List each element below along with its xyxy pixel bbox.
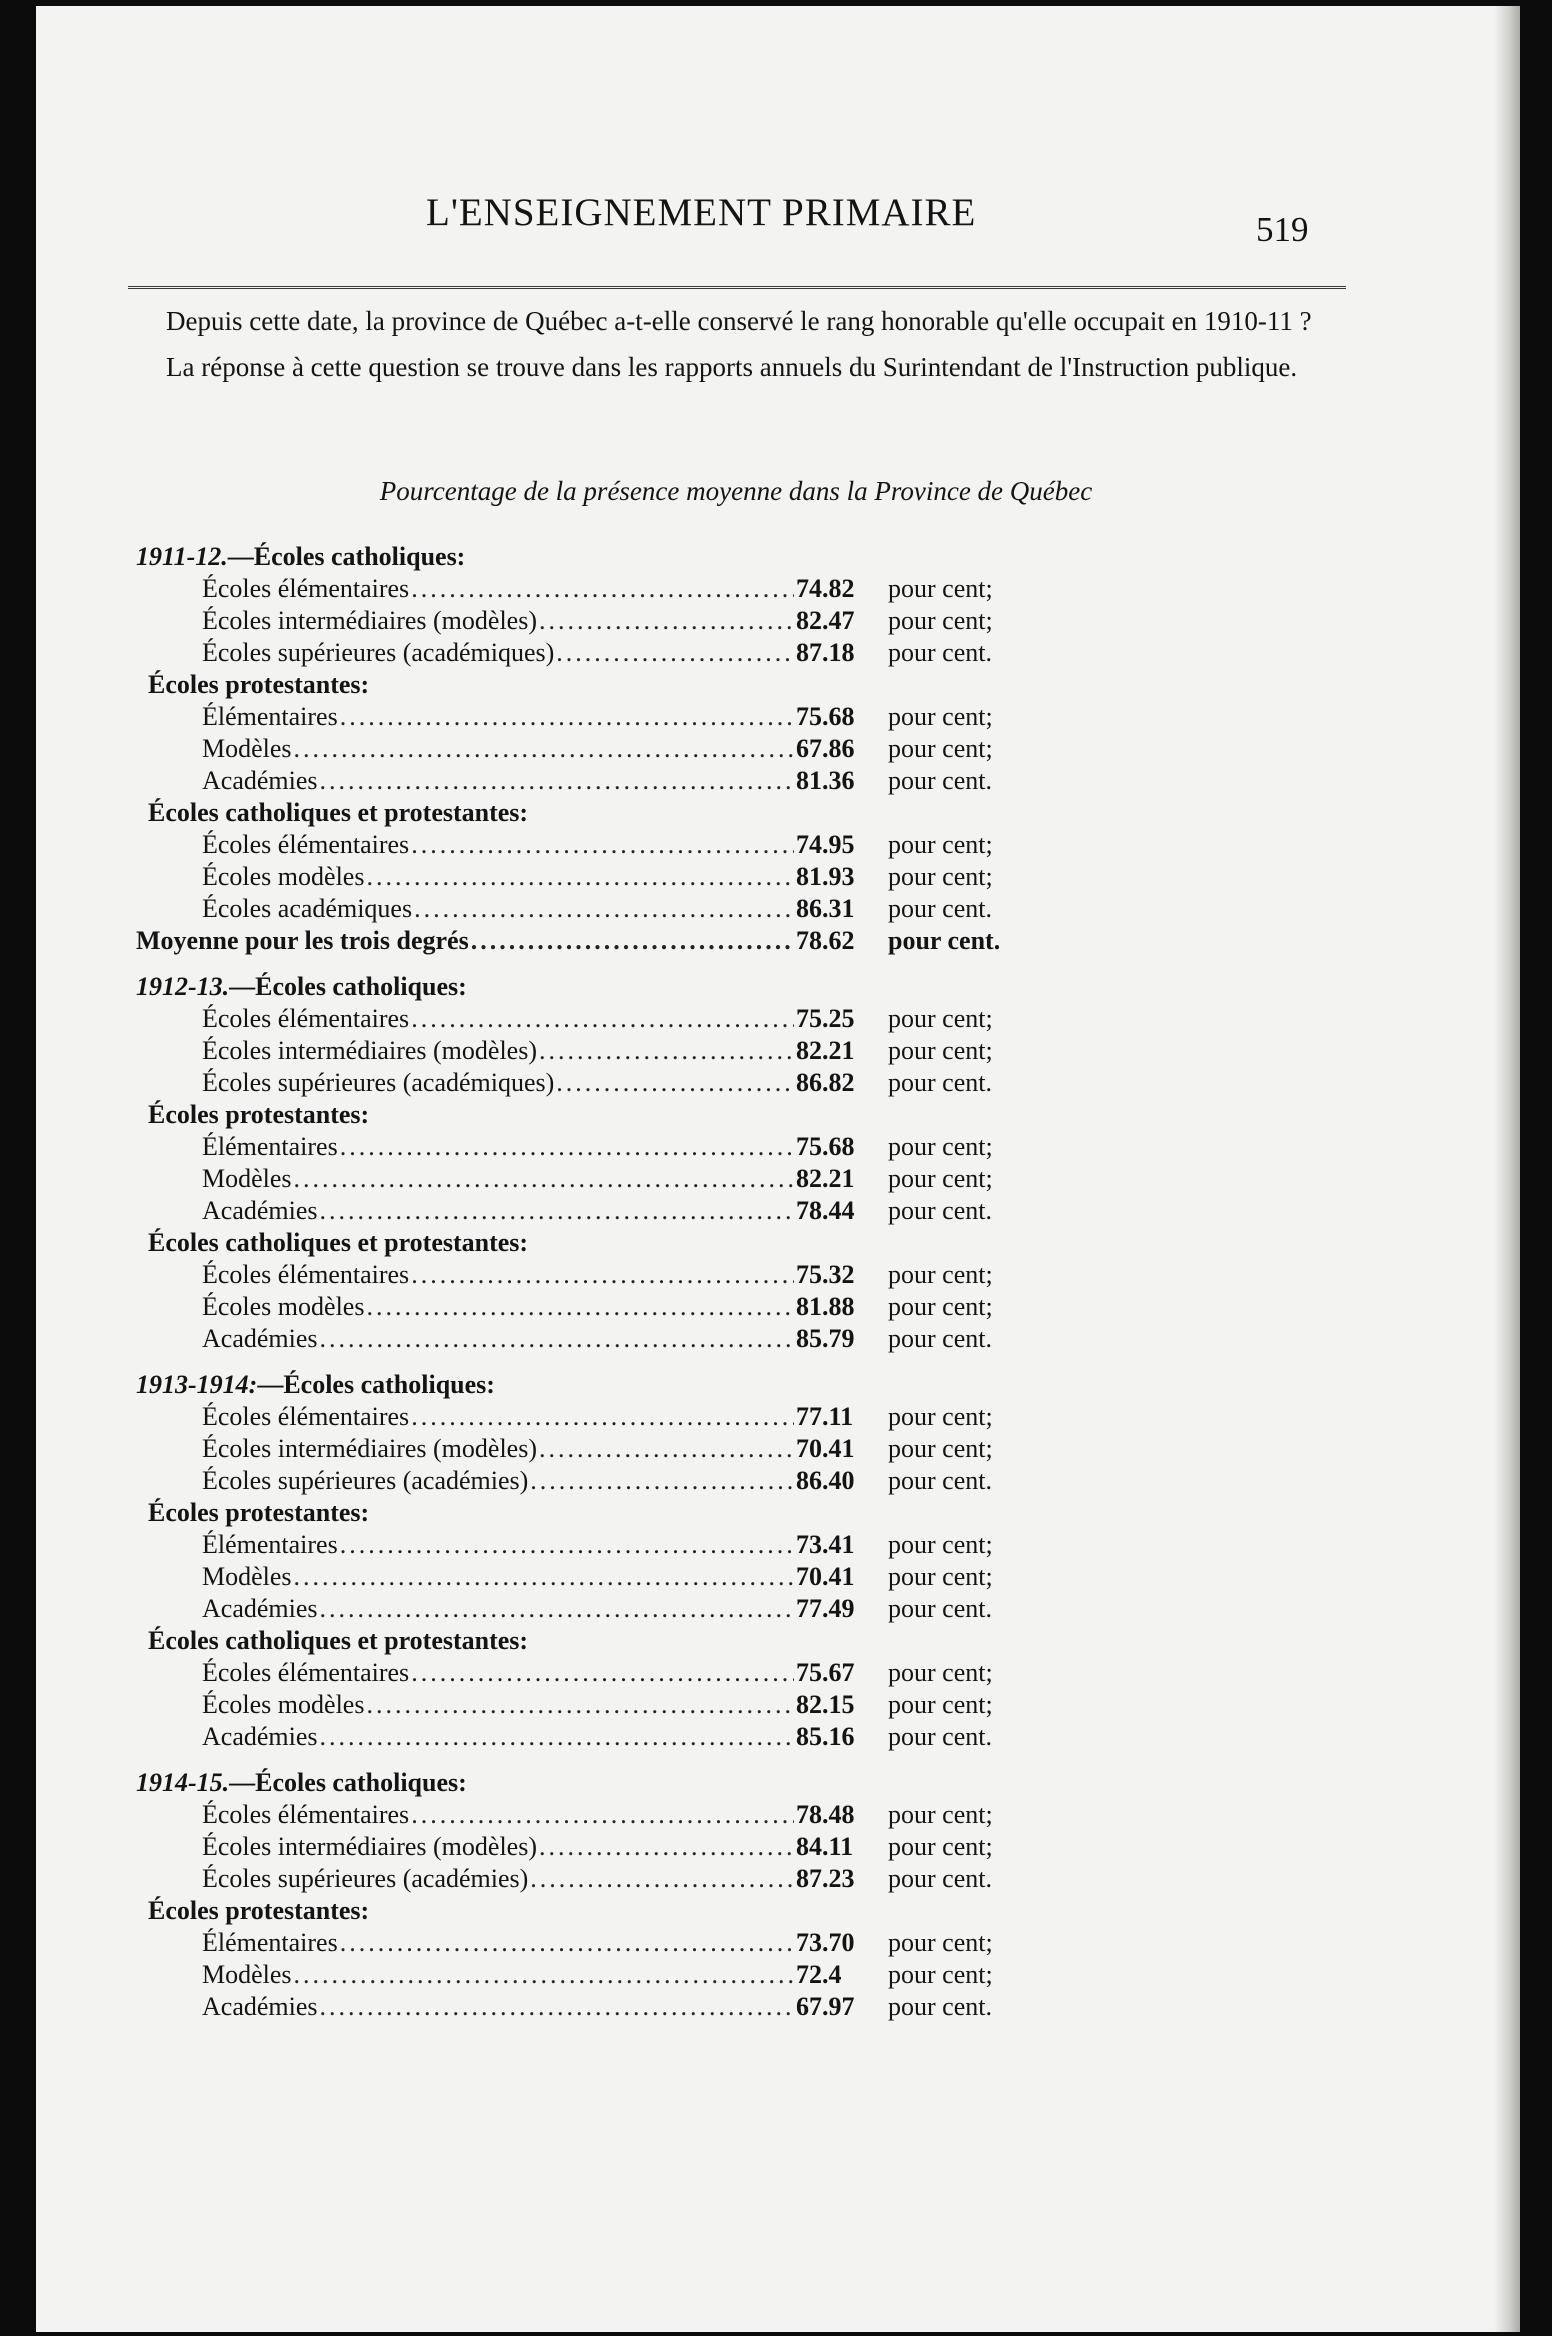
dot-leader [366, 1292, 794, 1322]
dot-leader [471, 926, 794, 956]
row-unit: pour cent; [888, 734, 993, 763]
row-value: 81.88 [796, 1292, 855, 1321]
row-label: Écoles intermédiaires (modèles) [202, 606, 537, 635]
catholic-heading: Écoles catholiques: [253, 542, 466, 571]
intro-paragraph: La réponse à cette question se trouve dans les rapports annuels du Surintendant de l'Instruction publique. [166, 352, 1298, 382]
row-value: 78.48 [796, 1800, 855, 1829]
row-unit: pour cent; [888, 1260, 993, 1289]
dot-leader [411, 1658, 794, 1688]
dot-leader [539, 1434, 794, 1464]
row-label: Modèles [202, 1562, 292, 1591]
dot-leader [320, 1722, 794, 1752]
dot-leader [294, 1562, 794, 1592]
row-unit: pour cent. [888, 1466, 992, 1495]
table-row [136, 1196, 1036, 1228]
dot-leader [556, 638, 794, 668]
dot-leader [320, 1992, 794, 2022]
year-heading [136, 1370, 1036, 1402]
row-unit: pour cent. [888, 1594, 992, 1623]
row-unit: pour cent; [888, 1928, 993, 1957]
row-unit: pour cent; [888, 606, 993, 635]
row-value: 75.68 [796, 1132, 855, 1161]
row-label: Écoles supérieures (académiques) [202, 1068, 555, 1097]
row-unit: pour cent. [888, 894, 992, 923]
book-page [36, 6, 1520, 2332]
row-unit: pour cent; [888, 1132, 993, 1161]
row-unit: pour cent; [888, 1292, 993, 1321]
row-unit: pour cent. [888, 1068, 992, 1097]
table-row [136, 1260, 1036, 1292]
row-value: 67.97 [796, 1992, 855, 2021]
dot-leader [411, 1402, 794, 1432]
page-header [36, 190, 1520, 250]
row-label: Élémentaires [202, 1928, 338, 1957]
intro-text [120, 304, 1350, 396]
table-row [136, 1036, 1036, 1068]
row-value: 70.41 [796, 1434, 855, 1463]
table-row [136, 1832, 1036, 1864]
row-label: Écoles académiques [202, 894, 413, 923]
table-row [136, 1722, 1036, 1754]
table-row [136, 1434, 1036, 1466]
table-row [136, 830, 1036, 862]
row-label: Écoles élémentaires [202, 1800, 410, 1829]
dot-leader [411, 1004, 794, 1034]
catholic-heading: Écoles catholiques: [255, 972, 467, 1001]
row-unit: pour cent. [888, 1324, 992, 1353]
year-label: 1912-13. [136, 972, 230, 1001]
row-unit: pour cent; [888, 1164, 993, 1193]
year-label: 1913-1914: [136, 1370, 258, 1399]
row-value: 81.93 [796, 862, 855, 891]
dot-leader [530, 1864, 794, 1894]
row-unit: pour cent; [888, 1690, 993, 1719]
row-value: 70.41 [796, 1562, 855, 1591]
dot-leader [320, 1594, 794, 1624]
year-heading [136, 542, 1036, 574]
row-label: Académies [202, 1594, 318, 1623]
table-row [136, 1594, 1036, 1626]
table-row [136, 606, 1036, 638]
row-unit: pour cent. [888, 1864, 992, 1893]
row-label: Élémentaires [202, 1132, 338, 1161]
row-unit: pour cent; [888, 1402, 993, 1431]
combined-heading: Écoles catholiques et protestantes: [148, 1228, 529, 1257]
heading-dash: — [257, 1370, 284, 1399]
row-label: Écoles élémentaires [202, 1260, 410, 1289]
row-unit: pour cent. [888, 926, 1001, 955]
row-unit: pour cent; [888, 862, 993, 891]
heading-dash: — [229, 972, 256, 1001]
table-row [136, 894, 1036, 926]
row-unit: pour cent. [888, 1196, 992, 1225]
dot-leader [556, 1068, 794, 1098]
row-unit: pour cent. [888, 766, 992, 795]
table-title: Pourcentage de la présence moyenne dans la Province de Québec [379, 476, 1093, 506]
protestant-heading: Écoles protestantes: [148, 1100, 370, 1129]
protestant-heading: Écoles protestantes: [148, 1896, 370, 1925]
dot-leader [320, 1324, 794, 1354]
row-value: 74.95 [796, 830, 855, 859]
table-row [136, 1658, 1036, 1690]
table-row [136, 1800, 1036, 1832]
catholic-heading: Écoles catholiques: [255, 1768, 467, 1797]
row-label: Écoles élémentaires [202, 1658, 410, 1687]
row-value: 85.16 [796, 1722, 855, 1751]
row-value: 87.18 [796, 638, 855, 667]
table-row [136, 926, 1036, 958]
intro-paragraph: Depuis cette date, la province de Québec a-t-elle conservé le rang honorable qu'elle occupait en 1910-11 ? [166, 306, 1312, 336]
protestant-heading: Écoles protestantes: [148, 1498, 370, 1527]
row-unit: pour cent. [888, 1992, 992, 2021]
dot-leader [414, 894, 794, 924]
table-row [136, 1324, 1036, 1356]
attendance-table [136, 528, 1036, 2024]
row-value: 75.32 [796, 1260, 855, 1289]
dot-leader [294, 734, 794, 764]
row-value: 86.82 [796, 1068, 855, 1097]
table-row [136, 638, 1036, 670]
dot-leader [294, 1960, 794, 1990]
row-label: Écoles modèles [202, 1690, 365, 1719]
row-value: 77.49 [796, 1594, 855, 1623]
table-row [136, 1292, 1036, 1324]
year-label: 1914-15. [136, 1768, 230, 1797]
row-value: 78.62 [796, 926, 855, 955]
table-row [136, 1960, 1036, 1992]
row-unit: pour cent; [888, 1832, 993, 1861]
row-unit: pour cent; [888, 1530, 993, 1559]
dot-leader [340, 1132, 794, 1162]
dot-leader [366, 862, 794, 892]
table-row [136, 1068, 1036, 1100]
row-label: Modèles [202, 1164, 292, 1193]
dot-leader [411, 830, 794, 860]
table-row [136, 734, 1036, 766]
row-unit: pour cent; [888, 1800, 993, 1829]
protestant-heading: Écoles protestantes: [148, 670, 370, 699]
row-label: Élémentaires [202, 702, 338, 731]
row-unit: pour cent; [888, 1658, 993, 1687]
row-unit: pour cent. [888, 638, 992, 667]
row-unit: pour cent; [888, 1004, 993, 1033]
row-label: Écoles supérieures (académiques) [202, 638, 555, 667]
row-label: Écoles intermédiaires (modèles) [202, 1832, 537, 1861]
row-value: 86.40 [796, 1466, 855, 1495]
row-unit: pour cent; [888, 1036, 993, 1065]
row-value: 85.79 [796, 1324, 855, 1353]
row-label: Moyenne pour les trois degrés [136, 926, 469, 955]
row-value: 82.15 [796, 1690, 855, 1719]
row-label: Académies [202, 1324, 318, 1353]
header-rule [128, 286, 1346, 289]
year-label: 1911-12. [136, 542, 228, 571]
year-heading [136, 972, 1036, 1004]
row-value: 67.86 [796, 734, 855, 763]
row-value: 75.67 [796, 1658, 855, 1687]
row-label: Écoles modèles [202, 1292, 365, 1321]
page-edge-shadow [1494, 6, 1520, 2332]
dot-leader [539, 1036, 794, 1066]
row-unit: pour cent; [888, 702, 993, 731]
row-label: Académies [202, 1992, 318, 2021]
row-label: Modèles [202, 1960, 292, 1989]
dot-leader [366, 1690, 794, 1720]
row-unit: pour cent; [888, 830, 993, 859]
dot-leader [411, 1800, 794, 1830]
row-value: 75.68 [796, 702, 855, 731]
dot-leader [320, 766, 794, 796]
row-value: 84.11 [796, 1832, 854, 1861]
table-row [136, 1928, 1036, 1960]
dot-leader [294, 1164, 794, 1194]
row-value: 82.21 [796, 1036, 855, 1065]
row-value: 81.36 [796, 766, 855, 795]
dot-leader [539, 1832, 794, 1862]
running-title: L'ENSEIGNEMENT PRIMAIRE [426, 191, 977, 234]
page-number: 519 [1256, 210, 1309, 249]
heading-dash: — [227, 542, 254, 571]
dot-leader [340, 1928, 794, 1958]
table-row [136, 1466, 1036, 1498]
combined-heading: Écoles catholiques et protestantes: [148, 798, 529, 827]
row-label: Écoles intermédiaires (modèles) [202, 1036, 537, 1065]
row-value: 74.82 [796, 574, 855, 603]
table-row [136, 1132, 1036, 1164]
table-row [136, 1004, 1036, 1036]
row-unit: pour cent; [888, 1960, 993, 1989]
year-heading [136, 1768, 1036, 1800]
row-label: Écoles élémentaires [202, 1004, 410, 1033]
catholic-heading: Écoles catholiques: [283, 1370, 495, 1399]
row-label: Modèles [202, 734, 292, 763]
row-unit: pour cent; [888, 574, 993, 603]
dot-leader [411, 574, 794, 604]
row-value: 77.11 [796, 1402, 854, 1431]
table-row [136, 1562, 1036, 1594]
dot-leader [411, 1260, 794, 1290]
row-value: 82.21 [796, 1164, 855, 1193]
row-label: Écoles supérieures (académies) [202, 1466, 529, 1495]
row-label: Écoles supérieures (académies) [202, 1864, 529, 1893]
table-row [136, 1402, 1036, 1434]
table-row [136, 1992, 1036, 2024]
row-unit: pour cent. [888, 1722, 992, 1751]
table-row [136, 766, 1036, 798]
dot-leader [320, 1196, 794, 1226]
row-value: 75.25 [796, 1004, 855, 1033]
dot-leader [530, 1466, 794, 1496]
dot-leader [340, 702, 794, 732]
row-value: 73.70 [796, 1928, 855, 1957]
row-label: Écoles intermédiaires (modèles) [202, 1434, 537, 1463]
table-row [136, 574, 1036, 606]
table-row [136, 1164, 1036, 1196]
heading-dash: — [229, 1768, 256, 1797]
dot-leader [539, 606, 794, 636]
row-value: 87.23 [796, 1864, 855, 1893]
row-label: Écoles élémentaires [202, 1402, 410, 1431]
row-value: 82.47 [796, 606, 855, 635]
dot-leader [340, 1530, 794, 1560]
row-value: 86.31 [796, 894, 855, 923]
combined-heading: Écoles catholiques et protestantes: [148, 1626, 529, 1655]
table-row [136, 1864, 1036, 1896]
row-label: Académies [202, 766, 318, 795]
row-unit: pour cent; [888, 1562, 993, 1591]
row-label: Écoles modèles [202, 862, 365, 891]
table-row [136, 1690, 1036, 1722]
row-label: Écoles élémentaires [202, 830, 410, 859]
row-value: 72.4 [796, 1960, 842, 1989]
row-value: 78.44 [796, 1196, 855, 1225]
row-label: Académies [202, 1196, 318, 1225]
row-label: Écoles élémentaires [202, 574, 410, 603]
table-row [136, 1530, 1036, 1562]
row-label: Élémentaires [202, 1530, 338, 1559]
row-value: 73.41 [796, 1530, 855, 1559]
table-row [136, 862, 1036, 894]
table-row [136, 702, 1036, 734]
row-label: Académies [202, 1722, 318, 1751]
row-unit: pour cent; [888, 1434, 993, 1463]
